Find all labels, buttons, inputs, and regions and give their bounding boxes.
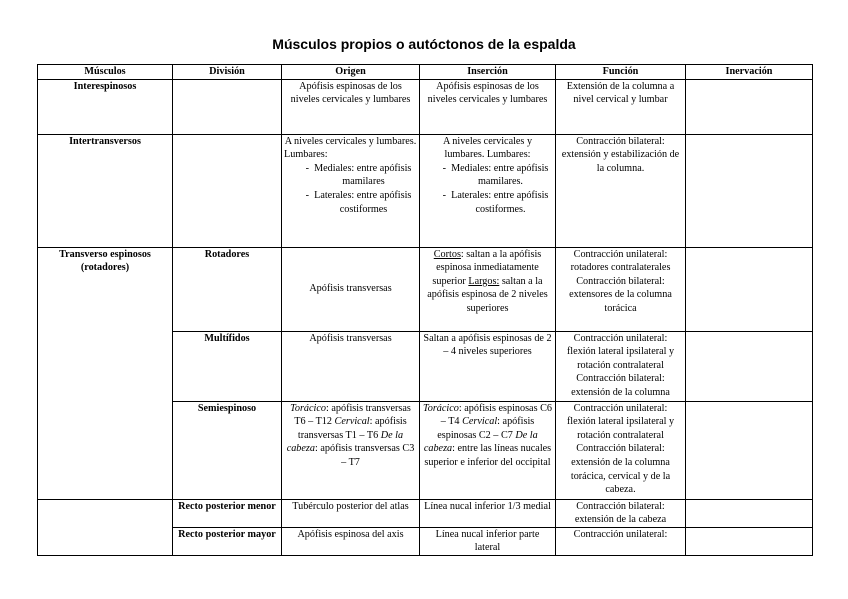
insertion-cell: Cortos: saltan a la apófisis espinosa inmediatamente superior Largos: saltan a la apófisis espinosa de 2 niveles superiores xyxy=(420,247,556,331)
origin-cell: Apófisis espinosas de los niveles cervicales y lumbares xyxy=(282,79,420,134)
function-cell: Contracción bilateral: extensión de la cabeza xyxy=(556,499,686,527)
innervation-cell xyxy=(686,527,813,555)
function-cell: Contracción unilateral: rotadores contralaterales Contracción bilateral: extensores de la columna torácica xyxy=(556,247,686,331)
division-cell: Multífidos xyxy=(173,331,282,401)
muscle-cell xyxy=(38,499,173,555)
function-cell: Contracción unilateral: flexión lateral ipsilateral y rotación contralateral Contracción bilateral: extensión de la columna torácica, cervical y de la cabeza. xyxy=(556,401,686,499)
division-cell: Rotadores xyxy=(173,247,282,331)
division-cell: Recto posterior mayor xyxy=(173,527,282,555)
function-cell: Extensión de la columna a nivel cervical y lumbar xyxy=(556,79,686,134)
header-origen: Origen xyxy=(282,65,420,80)
origin-cell: Torácico: apófisis transversas T6 – T12 Cervical: apófisis transversas T1 – T6 De la cabeza: apófisis transversas C3 – T7 xyxy=(282,401,420,499)
origin-cell: Apófisis transversas xyxy=(282,331,420,401)
division-cell: Recto posterior menor xyxy=(173,499,282,527)
innervation-cell xyxy=(686,499,813,527)
insertion-cell: Saltan a apófisis espinosas de 2 – 4 niveles superiores xyxy=(420,331,556,401)
table-row xyxy=(38,134,813,247)
innervation-cell xyxy=(686,247,813,331)
innervation-cell xyxy=(686,331,813,401)
insertion-cell: Torácico: apófisis espinosas C6 – T4 Cervical: apófisis espinosas C2 – C7 De la cabeza: entre las líneas nucales superior e inferior del occipital xyxy=(420,401,556,499)
innervation-cell xyxy=(686,134,813,247)
origin-text: A niveles cervicales y lumbares. xyxy=(284,135,417,147)
table-row xyxy=(38,247,813,331)
insertion-cell: Apófisis espinosas de los niveles cervicales y lumbares xyxy=(420,79,556,134)
division-cell: Semiespinoso xyxy=(173,401,282,499)
origin-list-item: - Laterales: entre apófisis costiformes xyxy=(305,189,412,215)
origin-list-item: - Mediales: entre apófisis mamilares xyxy=(305,162,412,188)
header-inervacion: Inervación xyxy=(686,65,813,80)
insertion-cell xyxy=(420,134,556,247)
muscle-cell: Transverso espinosos (rotadores) xyxy=(38,247,173,499)
muscle-cell: Interespinosos xyxy=(38,79,173,134)
header-funcion: Función xyxy=(556,65,686,80)
division-cell xyxy=(173,134,282,247)
origin-cell: Tubérculo posterior del atlas xyxy=(282,499,420,527)
function-cell: Contracción unilateral: flexión lateral ipsilateral y rotación contralateral Contracción bilateral: extensión de la columna xyxy=(556,331,686,401)
origin-cell xyxy=(282,134,420,247)
table-row xyxy=(38,79,813,134)
function-cell: Contracción bilateral: extensión y estabilización de la columna. xyxy=(556,134,686,247)
muscle-cell: Intertransversos xyxy=(38,134,173,247)
origin-cell: Apófisis espinosa del axis xyxy=(282,527,420,555)
muscles-table xyxy=(37,64,813,556)
header-division: División xyxy=(173,65,282,80)
header-musculos: Músculos xyxy=(38,65,173,80)
header-row xyxy=(38,65,813,80)
table-row xyxy=(38,499,813,527)
insertion-cell: Línea nucal inferior 1/3 medial xyxy=(420,499,556,527)
insertion-list-item: - Mediales: entre apófisis mamilares. xyxy=(442,162,549,188)
origin-cell: Apófisis transversas xyxy=(282,247,420,331)
innervation-cell xyxy=(686,401,813,499)
document-title: Músculos propios o autóctonos de la espalda xyxy=(272,36,576,52)
insertion-list-item: - Laterales: entre apófisis costiformes. xyxy=(442,189,549,215)
insertion-text: A niveles cervicales y lumbares. Lumbares: xyxy=(442,135,533,161)
function-cell: Contracción unilateral: xyxy=(556,527,686,555)
insertion-cell: Línea nucal inferior parte lateral xyxy=(420,527,556,555)
innervation-cell xyxy=(686,79,813,134)
origin-label: Lumbares: xyxy=(284,149,328,161)
division-cell xyxy=(173,79,282,134)
header-insercion: Inserción xyxy=(420,65,556,80)
